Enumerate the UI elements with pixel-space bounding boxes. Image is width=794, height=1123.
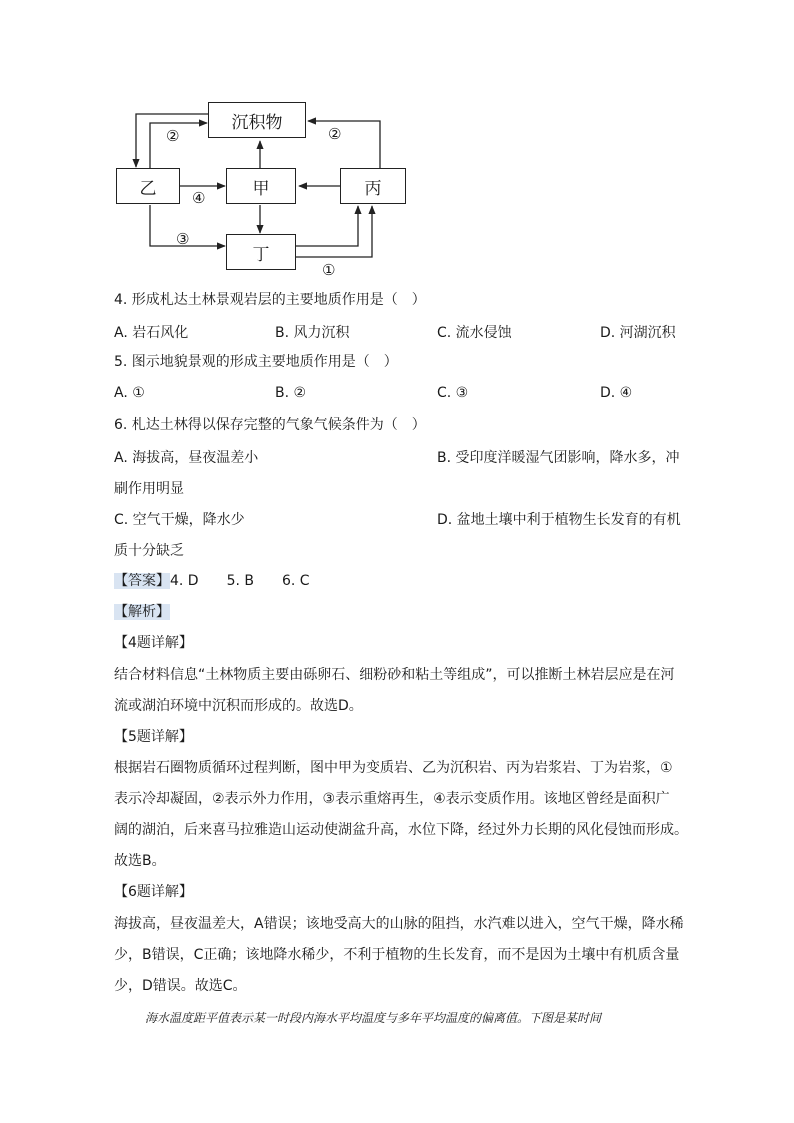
label-ding-bing: ① [322, 261, 336, 279]
box-ding: 丁 [226, 234, 296, 270]
q5-option-d: D. ④ [600, 385, 633, 401]
q6-option-b: B. 受印度洋暖湿气团影响，降水多，冲 [437, 450, 680, 466]
q6-option-b-cont: 刷作用明显 [114, 481, 184, 497]
q4-option-d: D. 河湖沉积 [600, 325, 676, 341]
box-yi: 乙 [116, 168, 180, 204]
box-jia: 甲 [226, 168, 296, 204]
q4-option-b: B. 风力沉积 [275, 325, 350, 341]
answer-line [114, 571, 310, 591]
detail-4-title: 【4题详解】 [114, 635, 193, 651]
answer-tag: 【答案】 [114, 573, 170, 589]
question-5-stem: 5. 图示地貌景观的形成主要地质作用是（ ） [114, 354, 398, 370]
q5-option-a: A. ① [114, 385, 145, 401]
rock-cycle-diagram [110, 95, 420, 285]
arrow-ding-to-bing-outer [296, 206, 372, 257]
question-4-stem: 4. 形成札达土林景观岩层的主要地质作用是（ ） [114, 292, 426, 308]
detail-5-line-1: 根据岩石圈物质循环过程判断，图中甲为变质岩、乙为沉积岩、丙为岩浆岩、丁为岩浆，① [114, 760, 673, 776]
detail-5-title: 【5题详解】 [114, 729, 193, 745]
arrow-ding-to-bing [296, 206, 358, 246]
detail-4-line-2: 流或湖泊环境中沉积而形成的。故选D。 [114, 698, 363, 714]
q4-option-c: C. 流水侵蚀 [437, 325, 512, 341]
detail-5-line-4: 故选B。 [114, 853, 166, 869]
analysis-tag: 【解析】 [114, 604, 170, 620]
detail-6-line-1: 海拔高，昼夜温差大，A错误；该地受高大的山脉的阻挡，水汽难以进入，空气干燥，降水稀 [114, 916, 684, 932]
label-yi-jia: ④ [192, 189, 206, 207]
label-bing-sediment: ② [328, 125, 342, 143]
box-sediment: 沉积物 [208, 102, 306, 138]
q6-option-a: A. 海拔高，昼夜温差小 [114, 450, 259, 466]
q6-option-d-cont: 质十分缺乏 [114, 543, 184, 559]
detail-4-line-1: 结合材料信息“土林物质主要由砾卵石、细粉砂和粘土等组成”，可以推断土林岩层应是在河 [114, 667, 675, 683]
label-yi-sediment: ② [166, 127, 180, 145]
q5-option-c: C. ③ [437, 385, 469, 401]
q5-option-b: B. ② [275, 385, 307, 401]
box-bing: 丙 [340, 168, 406, 204]
arrow-bing-to-sediment [308, 121, 380, 168]
next-material-text: 海水温度距平值表示某一时段内海水平均温度与多年平均温度的偏离值。下图是某时间 [145, 1011, 602, 1025]
detail-5-line-2: 表示冷却凝固，②表示外力作用，③表示重熔再生，④表示变质作用。该地区曾经是面积广 [114, 791, 670, 807]
q4-option-a: A. 岩石风化 [114, 325, 189, 341]
q6-option-d: D. 盆地土壤中利于植物生长发育的有机 [437, 512, 681, 528]
detail-6-line-2: 少，B错误，C正确；该地降水稀少，不利于植物的生长发育，而不是因为土壤中有机质含量 [114, 947, 680, 963]
detail-5-line-3: 阔的湖泊，后来喜马拉雅造山运动使湖盆升高，水位下降，经过外力长期的风化侵蚀而形成。 [114, 822, 688, 838]
label-yi-ding: ③ [176, 230, 190, 248]
q6-option-c: C. 空气干燥，降水少 [114, 512, 245, 528]
detail-6-title: 【6题详解】 [114, 884, 193, 900]
answer-text: 4. D 5. B 6. C [170, 573, 310, 589]
question-6-stem: 6. 札达土林得以保存完整的气象气候条件为（ ） [114, 417, 426, 433]
detail-6-line-3: 少，D错误。故选C。 [114, 978, 247, 994]
